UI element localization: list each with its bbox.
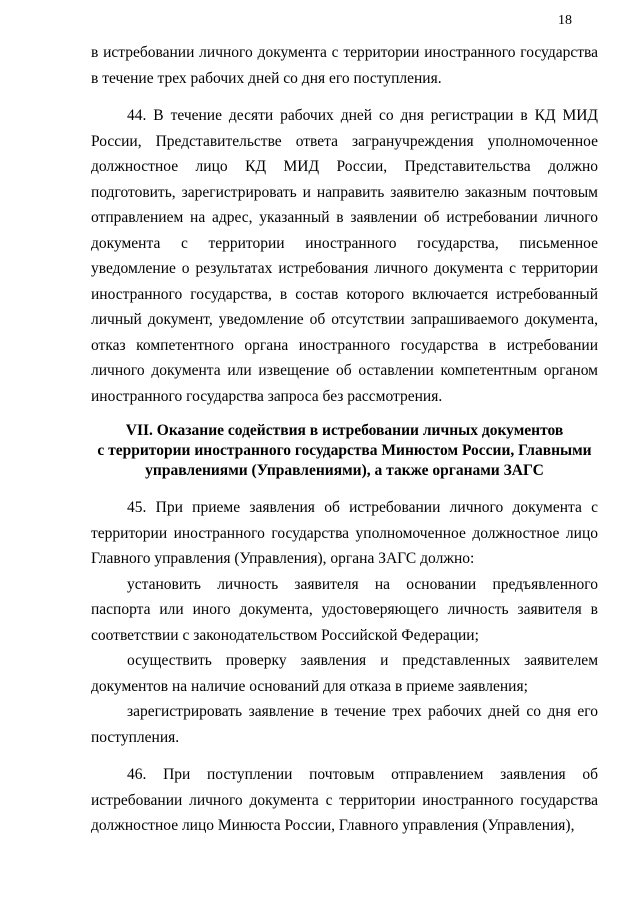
paragraph-46: 46. При поступлении почтовым отправлением заявления об истребовании личного документа с территории иностранного государства должностное лицо Минюста России, Главного управления (Управления), xyxy=(91,766,598,834)
section-heading-vii xyxy=(91,421,598,481)
paragraph-45-item-check: осуществить проверку заявления и представленных заявителем документов на наличие оснований для отказа в приеме заявления; xyxy=(91,652,598,695)
paragraph-45: 45. При приеме заявления об истребовании личного документа с территории иностранного государства уполномоченное должностное лицо Главного управления (Управления), органа ЗАГС должно: xyxy=(91,499,598,567)
paragraph-44: 44. В течение десяти рабочих дней со дня регистрации в КД МИД России, Представительстве ответа загранучреждения уполномоченное должностное лицо КД МИД России, Представительства должно подготовить, зарегистрировать и направить заявителю заказным почтовым отправлением на адрес, указанный в заявлении об истребовании личного документа с территории иностранного государства, письменное уведомление о результатах истребования личного документа с территории иностранного государства, в состав которого включается истребованный личный документ, уведомление об отсутствии запрашиваемого документа, отказ компетентного органа иностранного государства в истребовании личного документа или извещение об оставлении компетентным органом иностранного государства запроса без рассмотрения. xyxy=(91,107,598,405)
document-body xyxy=(91,40,598,839)
page-number: 18 xyxy=(558,13,572,28)
paragraph-continuation: в истребовании личного документа с территории иностранного государства в течение трех рабочих дней со дня его поступления. xyxy=(91,44,598,87)
section-heading-line: управлениями (Управлениями), а также органами ЗАГС xyxy=(145,462,544,479)
paragraph-45-item-identity: установить личность заявителя на основании предъявленного паспорта или иного документа, удостоверяющего личность заявителя в соответствии с законодательством Российской Федерации; xyxy=(91,575,598,644)
section-heading-line: VII. Оказание содействия в истребовании личных документов xyxy=(125,422,564,439)
paragraph-45-item-register: зарегистрировать заявление в течение трех рабочих дней со дня его поступления. xyxy=(91,703,598,746)
section-heading-line: с территории иностранного государства Минюстом России, Главными xyxy=(97,442,592,459)
